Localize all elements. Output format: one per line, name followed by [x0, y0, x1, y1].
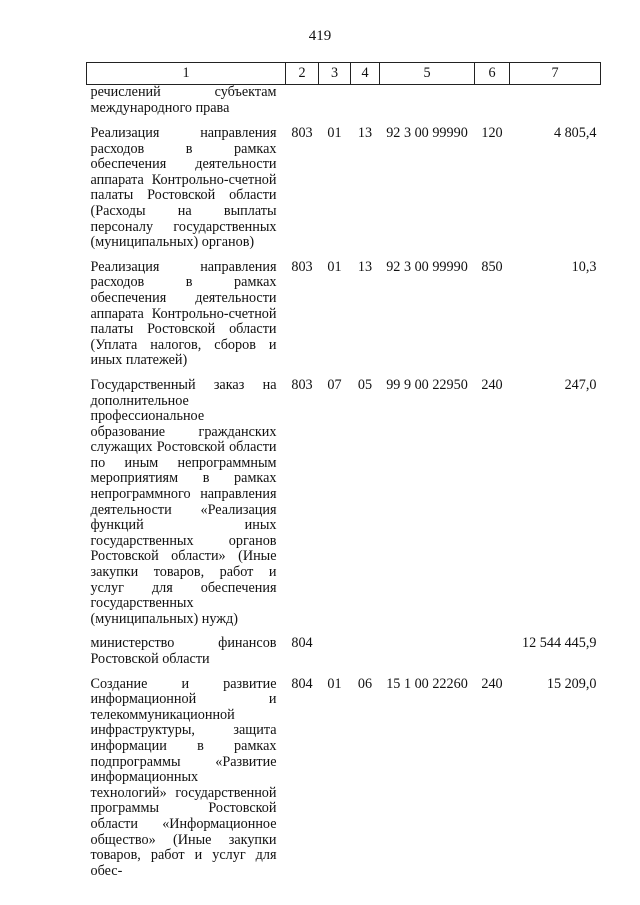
row-expense-type: 120 [481, 125, 503, 141]
row-ministry-code: 803 [291, 258, 313, 275]
row-target-article: 92 3 00 99990 [386, 125, 468, 141]
row-amount: 10,3 [571, 258, 597, 275]
row-section: 07 [327, 376, 342, 393]
row-amount: 247,0 [564, 376, 597, 393]
table-row [87, 668, 601, 880]
row-target-article [380, 85, 475, 118]
row-subsection: 05 [357, 376, 373, 393]
header-col-4: 4 [351, 63, 380, 85]
row-target-article: 92 3 00 99990 [386, 258, 468, 275]
table-row [87, 117, 601, 251]
header-col-6: 6 [475, 63, 510, 85]
table-row [87, 369, 601, 628]
row-target-article: 15 1 00 22260 [386, 675, 468, 692]
row-subsection [351, 627, 380, 667]
table-row [87, 627, 601, 667]
row-subsection: 06 [357, 675, 373, 692]
row-section [319, 627, 351, 667]
row-description: Реализация направления расходов в рамках обеспечения деятельности аппарата Контрольно-счетной палаты Ростовской области (Расходы на выплаты персоналу государственных (муниципальных) органов) [90, 125, 277, 251]
row-target-article [380, 627, 475, 667]
header-col-2: 2 [286, 63, 319, 85]
row-section [319, 85, 351, 118]
row-ministry-code: 803 [291, 376, 313, 393]
row-target-article: 99 9 00 22950 [386, 376, 468, 393]
row-amount [510, 85, 601, 118]
row-expense-type: 240 [481, 675, 503, 692]
table-row [87, 251, 601, 369]
header-col-3: 3 [319, 63, 351, 85]
row-subsection: 13 [357, 125, 373, 141]
row-description: Создание и развитие информационной и телекоммуникационной инфраструктуры, защита информации в рамках подпрограммы «Развитие информационных технологий» государственной программы Ростовской области «Информационное общество» (Иные закупки товаров, работ и услуг для обес- [90, 675, 277, 879]
row-expense-type: 240 [481, 376, 503, 393]
row-amount: 15 209,0 [546, 675, 597, 692]
row-subsection: 13 [357, 258, 373, 275]
row-expense-type [475, 627, 510, 667]
row-description: речислений субъектам международного права [90, 84, 277, 116]
header-col-5: 5 [380, 63, 475, 85]
row-description: министерство финансов Ростовской области [90, 635, 277, 667]
row-ministry-code [286, 85, 319, 118]
row-ministry-code: 803 [291, 125, 313, 141]
row-amount: 4 805,4 [553, 125, 597, 141]
row-expense-type: 850 [481, 258, 503, 275]
row-section: 01 [327, 258, 342, 275]
row-description: Реализация направления расходов в рамках обеспечения деятельности аппарата Контрольно-счетной палаты Ростовской области (Уплата налогов, сборов и иных платежей) [90, 258, 277, 369]
row-section: 01 [327, 125, 342, 141]
header-col-1: 1 [87, 63, 286, 85]
row-ministry-code: 804 [291, 675, 313, 692]
row-expense-type [475, 85, 510, 118]
row-amount: 12 544 445,9 [522, 635, 597, 652]
budget-table [86, 62, 601, 879]
row-subsection [351, 85, 380, 118]
row-section: 01 [327, 675, 342, 692]
row-description: Государственный заказ на дополнительное профессиональное образование гражданских служащих Ростовской области по иным непрограммным мероприятиям в рамках непрограммного направления деятельности «Реализация функций иных государственных органов Ростовской области» (Иные закупки товаров, работ и услуг для обеспечения государственных (муниципальных) нужд) [90, 376, 277, 627]
row-ministry-code: 804 [291, 635, 313, 652]
header-row [87, 63, 601, 85]
header-col-7: 7 [510, 63, 601, 85]
page-number: 419 [308, 28, 332, 44]
table-row [87, 85, 601, 118]
